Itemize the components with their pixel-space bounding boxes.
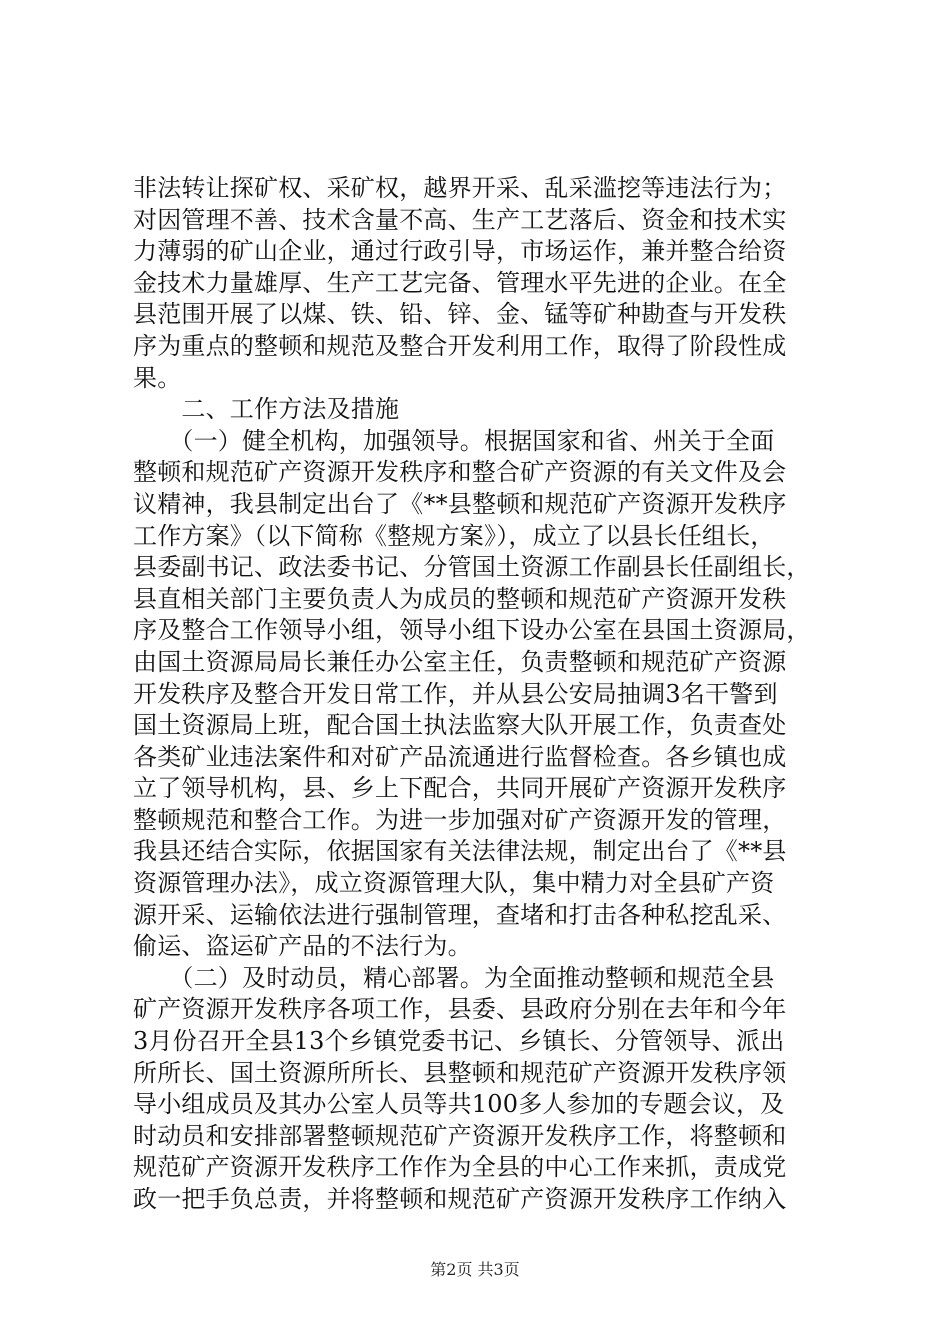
text-line: 县委副书记、政法委书记、分管国土资源工作副县长任副组长， — [133, 553, 811, 582]
text-line: 金技术力量雄厚、生产工艺完备、管理水平先进的企业。在全 — [133, 268, 787, 297]
text-line: 二、工作方法及措施 — [133, 395, 400, 424]
body-text — [133, 173, 823, 1216]
text-line: 议精神，我县制定出台了《**县整顿和规范矿产资源开发秩序 — [133, 489, 787, 518]
text-line: 非法转让探矿权、采矿权，越界开采、乱采滥挖等违法行为； — [133, 174, 787, 202]
text-line: 县直相关部门主要负责人为成员的整顿和规范矿产资源开发秩 — [133, 584, 787, 613]
text-line: 3月份召开全县13个乡镇党委书记、乡镇长、分管领导、派出 — [133, 1027, 785, 1056]
text-line: 对因管理不善、技术含量不高、生产工艺落后、资金和技术实 — [133, 205, 787, 234]
text-line: 政一把手负总责，并将整顿和规范矿产资源开发秩序工作纳入 — [133, 1185, 787, 1213]
text-line: 序为重点的整顿和规范及整合开发利用工作，取得了阶段性成 — [133, 331, 787, 360]
text-line: 开发秩序及整合开发日常工作，并从县公安局抽调3名干警到 — [133, 679, 778, 708]
text-line: 县范围开展了以煤、铁、铅、锌、金、锰等矿种勘查与开发秩 — [133, 300, 787, 329]
text-line: 国土资源局上班，配合国土执法监察大队开展工作，负责查处 — [133, 711, 787, 740]
text-line: 偷运、盗运矿产品的不法行为。 — [133, 932, 472, 961]
text-line: （一）健全机构，加强领导。根据国家和省、州关于全面 — [133, 426, 775, 455]
text-line: 规范矿产资源开发秩序工作作为全县的中心工作来抓，责成党 — [133, 1153, 787, 1182]
text-line: 时动员和安排部署整顿规范矿产资源开发秩序工作，将整顿和 — [133, 1121, 787, 1150]
text-line: 工作方案》（以下简称《整规方案》），成立了以县长任组长， — [133, 521, 775, 550]
text-line: 由国土资源局局长兼任办公室主任，负责整顿和规范矿产资源 — [133, 647, 787, 676]
text-line: 源开采、运输依法进行强制管理，查堵和打击各种私挖乱采、 — [133, 900, 787, 929]
text-line: 我县还结合实际，依据国家有关法律法规，制定出台了《**县 — [133, 837, 787, 866]
text-line: 整顿规范和整合工作。为进一步加强对矿产资源开发的管理， — [133, 805, 787, 834]
text-line: （二）及时动员，精心部署。为全面推动整顿和规范全县 — [133, 963, 775, 992]
text-line: 导小组成员及其办公室人员等共100多人参加的专题会议，及 — [133, 1090, 785, 1119]
text-line: 果。 — [133, 363, 182, 392]
text-line: 矿产资源开发秩序各项工作，县委、县政府分别在去年和今年 — [133, 995, 787, 1024]
page-footer: 第2页 共3页 — [430, 1260, 520, 1279]
text-line: 序及整合工作领导小组，领导小组下设办公室在县国土资源局， — [133, 616, 811, 645]
text-line: 整顿和规范矿产资源开发秩序和整合矿产资源的有关文件及会 — [133, 458, 787, 487]
text-line: 立了领导机构，县、乡上下配合，共同开展矿产资源开发秩序 — [133, 774, 787, 803]
text-line: 力薄弱的矿山企业，通过行政引导，市场运作，兼并整合给资 — [133, 237, 787, 266]
text-line: 所所长、国土资源所所长、县整顿和规范矿产资源开发秩序领 — [133, 1058, 787, 1087]
text-line: 各类矿业违法案件和对矿产品流通进行监督检查。各乡镇也成 — [133, 742, 787, 771]
text-line: 资源管理办法》，成立资源管理大队，集中精力对全县矿产资 — [133, 869, 775, 898]
